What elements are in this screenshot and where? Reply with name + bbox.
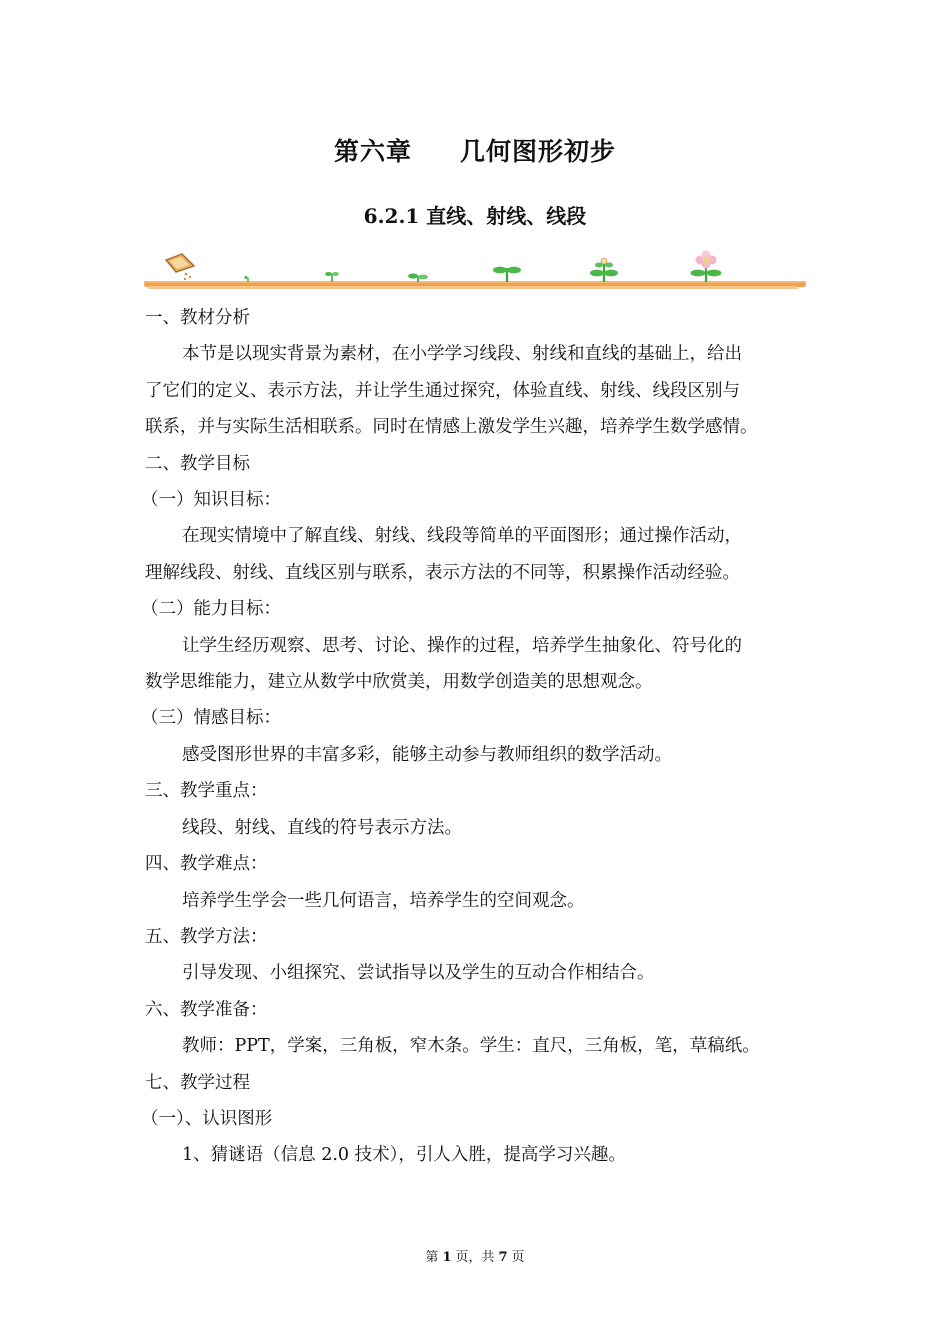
chapter-number: 第六章 [333, 137, 412, 166]
section-heading: （一）、认识图形 [141, 1108, 273, 1129]
body-paragraph-line: 线段、射线、直线的符号表示方法。 [182, 817, 462, 838]
section-heading: 数学思维能力，建立从数学中欣赏美，用数学创造美的思想观念。 [145, 672, 653, 693]
footer-page-number: 1 [442, 1250, 452, 1265]
footer-total-pages: 7 [498, 1250, 508, 1265]
flower-icon [691, 251, 722, 283]
section-heading: 四、教学难点： [145, 854, 268, 875]
lesson-body [141, 300, 810, 1174]
section-title: 6.2.1 直线、射线、线段 [363, 204, 587, 228]
body-paragraph-line: 引导发现、小组探究、尝试指导以及学生的互动合作相结合。 [182, 963, 655, 984]
sprout-icon [408, 273, 428, 282]
body-paragraph-line: 教师：PPT，学案，三角板，窄木条。学生：直尺，三角板，笔，草稿纸。 [182, 1036, 760, 1057]
section-heading: （一）知识目标： [141, 490, 281, 511]
section-heading: 了它们的定义、表示方法，并让学生通过探究，体验直线、射线、线段区别与 [145, 380, 740, 401]
section-heading: （三）情感目标： [141, 708, 281, 729]
page-footer [0, 1246, 950, 1265]
sprout-icon [325, 272, 339, 282]
chapter-title [0, 132, 950, 168]
section-heading: 三、教学重点： [145, 781, 268, 802]
budding-sprout-icon [590, 258, 618, 282]
body-paragraph-line: 培养学生学会一些几何语言，培养学生的空间观念。 [182, 890, 585, 911]
section-heading: 一、教材分析 [145, 308, 250, 328]
body-paragraph-line: 在现实情境中了解直线、射线、线段等简单的平面图形；通过操作活动， [182, 526, 742, 547]
seed-bag-icon [166, 254, 194, 280]
section-heading: （二）能力目标： [141, 599, 281, 620]
chapter-name: 几何图形初步 [460, 137, 617, 166]
growing-sprouts-banner [140, 246, 810, 298]
body-paragraph-line: 1、猜谜语（信息 2.0 技术），引人入胜，提高学习兴趣。 [182, 1145, 626, 1166]
body-paragraph-line: 让学生经历观察、思考、讨论、操作的过程，培养学生抽象化、符号化的 [182, 635, 742, 656]
footer-suffix: 页 [511, 1250, 525, 1265]
body-paragraph-line: 感受图形世界的丰富多彩，能够主动参与教师组织的数学活动。 [182, 744, 672, 765]
footer-prefix: 第 [425, 1250, 439, 1265]
section-heading: 理解线段、射线、直线区别与联系，表示方法的不同等，积累操作活动经验。 [145, 562, 740, 583]
section-heading: 五、教学方法： [145, 926, 268, 947]
soil-strip [144, 281, 806, 289]
sprout-icon [493, 267, 521, 282]
section-heading: 六、教学准备： [145, 999, 268, 1020]
section-heading: 联系，并与实际生活相联系。同时在情感上激发学生兴趣，培养学生数学感情。 [145, 417, 758, 438]
section-heading: 七、教学过程 [145, 1072, 250, 1093]
section-heading: 二、教学目标 [145, 453, 250, 474]
body-paragraph-line: 本节是以现实背景为素材，在小学学习线段、射线和直线的基础上，给出 [182, 344, 742, 365]
footer-mid: 页，共 [455, 1250, 495, 1265]
